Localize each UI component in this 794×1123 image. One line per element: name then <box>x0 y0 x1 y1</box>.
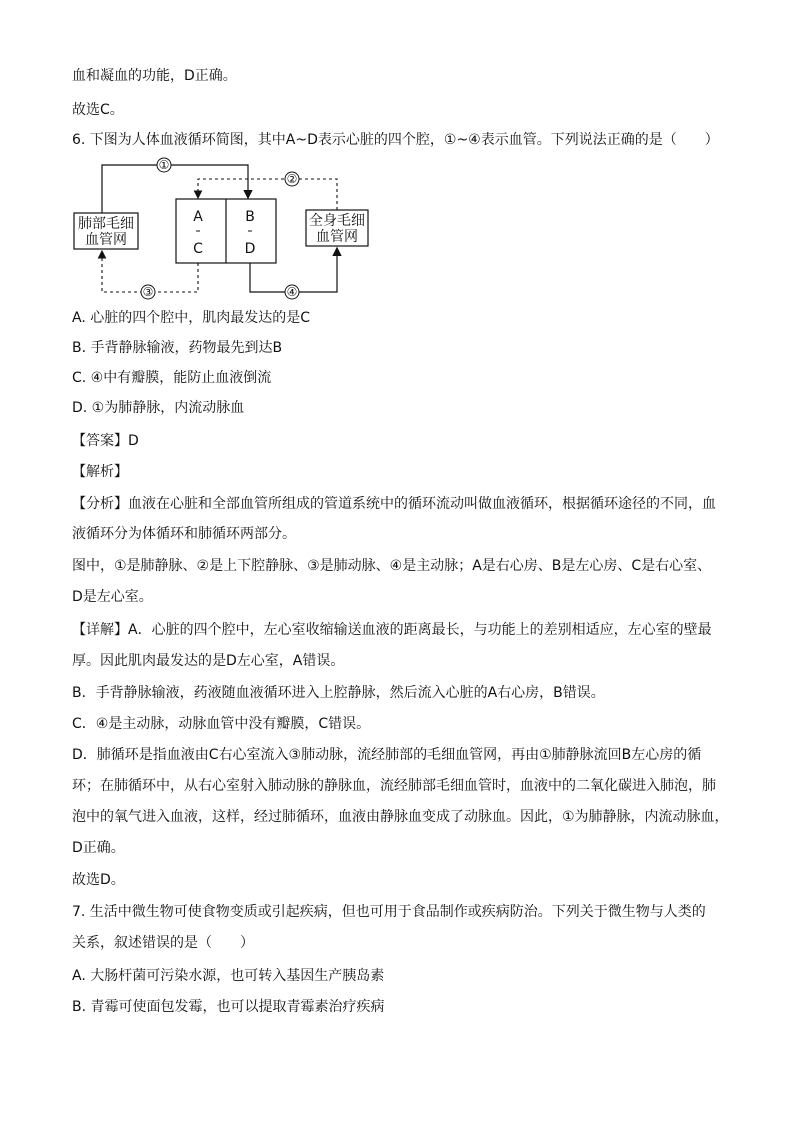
lung-label-1: 肺部毛细 <box>78 216 134 232</box>
detail-text: 【详解】A．心脏的四个腔中，左心室收缩输送血液的距离最长，与功能上的差别相适应，左心室的壁最 <box>72 622 712 638</box>
detail-text: B．手背静脉输液，药液随血液循环进入上腔静脉，然后流入心脏的A右心房，B错误。 <box>72 685 605 701</box>
text-line: 血和凝血的功能，D正确。 <box>72 68 237 84</box>
analysis-heading: 【解析】 <box>72 464 128 480</box>
option-b: B. 手背静脉输液，药物最先到达B <box>72 340 283 356</box>
question-7-stem: 7. 生活中微生物可使食物变质或引起疾病，但也可用于食品制作或疾病防治。下列关于微生物与人类的 <box>72 904 706 920</box>
text-line: 故选C。 <box>72 102 124 118</box>
analysis-text: 液循环分为体循环和肺循环两部分。 <box>72 526 296 542</box>
option-a: A. 大肠杆菌可污染水源，也可转入基因生产胰岛素 <box>72 968 385 984</box>
option-d: D. ①为肺静脉，内流动脉血 <box>72 400 245 416</box>
chamber-a-label: A <box>193 209 203 225</box>
vessel-1-label: ① <box>158 158 170 172</box>
analysis-text: 【分析】血液在心脏和全部血管所组成的管道系统中的循环流动叫做血液循环，根据循环途径的不同，血 <box>72 496 716 512</box>
body-label-2: 血管网 <box>316 229 358 245</box>
detail-text: D正确。 <box>72 840 125 856</box>
question-7-stem: 关系，叙述错误的是（ ） <box>72 935 254 951</box>
question-6-stem: 6. 下图为人体血液循环简图，其中A~D表示心脏的四个腔，①~④表示血管。下列说法正确的是（ ） <box>72 132 719 148</box>
blood-circulation-diagram <box>72 155 372 305</box>
option-a: A. 心脏的四个腔中，肌肉最发达的是C <box>72 310 311 326</box>
analysis-text: 图中，①是肺静脉、②是上下腔静脉、③是肺动脉、④是主动脉；A是右心房、B是左心房、C是右心室、 <box>72 558 712 574</box>
detail-text: C．④是主动脉，动脉血管中没有瓣膜，C错误。 <box>72 716 371 732</box>
detail-text: D．肺循环是指血液由C右心室流入③肺动脉，流经肺部的毛细血管网，再由①肺静脉流回B左心房的循 <box>72 747 702 763</box>
option-b: B. 青霉可使面包发霉，也可以提取青霉素治疗疾病 <box>72 999 385 1015</box>
option-c: C. ④中有瓣膜，能防止血液倒流 <box>72 370 272 386</box>
detail-text: 泡中的氧气进入血液，这样，经过肺循环，血液由静脉血变成了动脉血。因此，①为肺静脉，内流动脉血， <box>72 809 729 825</box>
vessel-4-label: ④ <box>286 285 298 299</box>
analysis-text: D是左心室。 <box>72 589 153 605</box>
text-line: 故选D。 <box>72 872 125 888</box>
vessel-2-label: ② <box>286 172 298 186</box>
body-label-1: 全身毛细 <box>309 213 365 229</box>
answer-line: 【答案】D <box>72 433 139 449</box>
chamber-c-label: C <box>193 241 203 257</box>
diagram-svg <box>72 155 372 305</box>
vessel-3-label: ③ <box>142 285 154 299</box>
lung-label-2: 血管网 <box>85 232 127 248</box>
detail-text: 环；在肺循环中，从右心室射入肺动脉的静脉血，流经肺部毛细血管时，血液中的二氧化碳进入肺泡，肺 <box>72 778 716 794</box>
chamber-d-label: D <box>244 241 256 257</box>
chamber-b-label: B <box>245 209 255 225</box>
detail-text: 厚。因此肌肉最发达的是D左心室，A错误。 <box>72 653 345 669</box>
